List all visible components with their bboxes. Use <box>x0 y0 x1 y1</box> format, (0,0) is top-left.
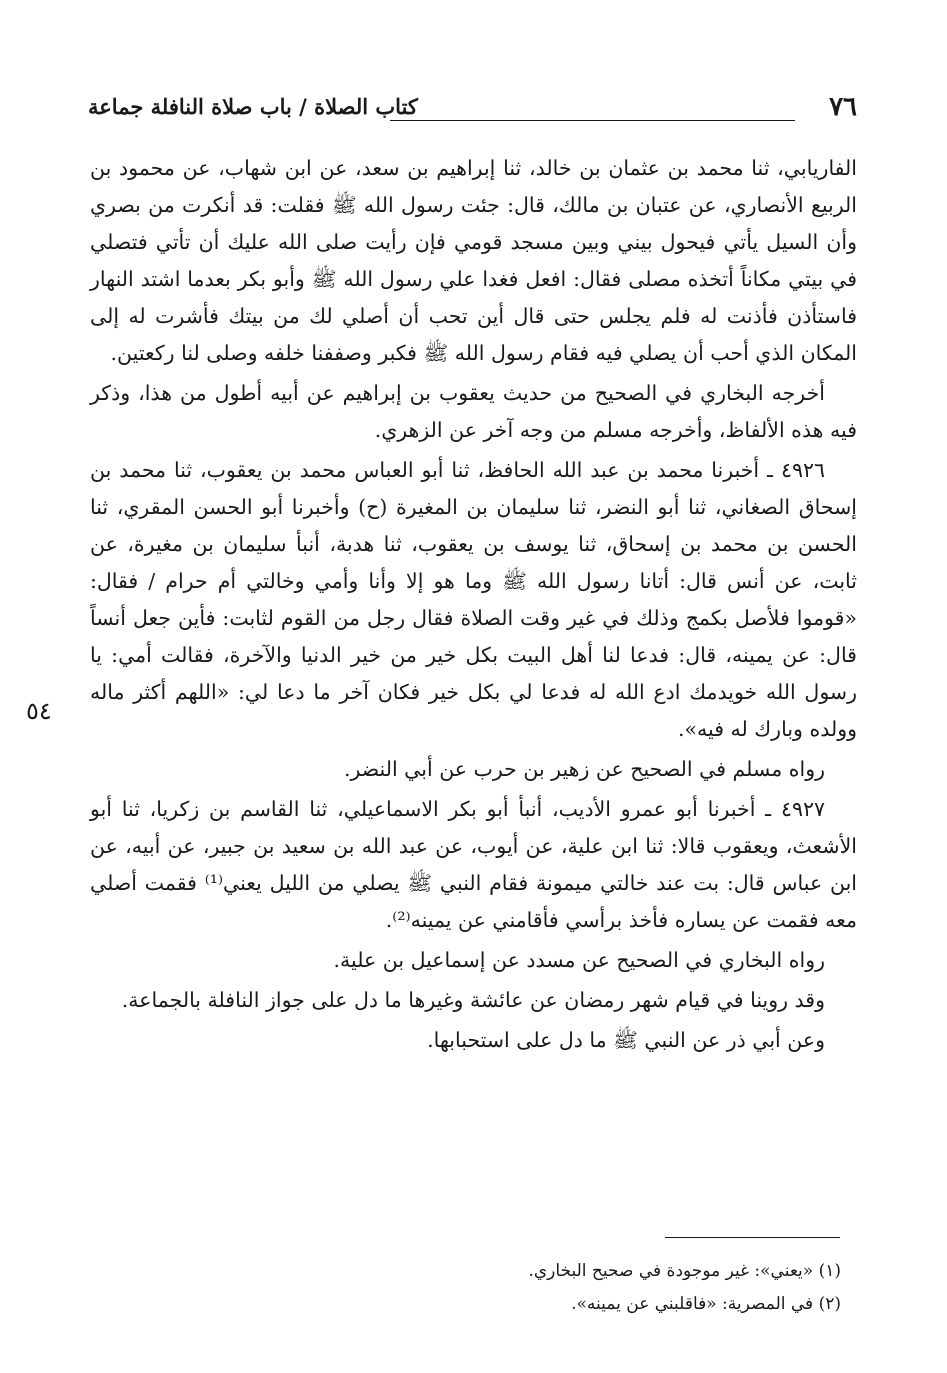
page-header <box>88 92 857 132</box>
footnote: (٢) في المصرية: «فاقلبني عن يمينه». <box>571 1294 841 1314</box>
header-rule <box>390 120 795 121</box>
footnote: (١) «يعني»: غير موجودة في صحيح البخاري. <box>528 1261 841 1281</box>
paragraph: وقد روينا في قيام شهر رمضان عن عائشة وغيرها ما دل على جواز النافلة بالجماعة. <box>121 988 825 1012</box>
body-text <box>90 150 857 1062</box>
footnotes <box>300 1255 841 1321</box>
manuscript-folio-marker: ٥٤ <box>26 697 52 725</box>
paragraph: وعن أبي ذر عن النبي ﷺ ما دل على استحبابها. <box>427 1028 825 1052</box>
hadith-4927: ٤٩٢٧ ـ أخبرنا أبو عمرو الأديب، أنبأ أبو بكر الاسماعيلي، ثنا القاسم بن زكريا، ثنا أبو الأشعث، ويعقوب قالا: ثنا ابن علية، عن أيوب، عن عبد الله بن سعيد بن جبير، عن أبيه، عن ابن عباس قال: بت عند خالتي ميمونة فقام النبي ﷺ يصلي من الليل يعني⁽¹⁾ فقمت أصلي معه فقمت عن يساره فأخذ برأسي فأقامني عن يمينه⁽²⁾. <box>90 797 857 932</box>
paragraph: أخرجه البخاري في الصحيح من حديث يعقوب بن إبراهيم عن أبيه أطول من هذا، وذكر فيه هذه الألفاظ، وأخرجه مسلم من وجه آخر عن الزهري. <box>90 381 857 442</box>
running-title: كتاب الصلاة / باب صلاة النافلة جماعة <box>88 94 418 119</box>
hadith-4926: ٤٩٢٦ ـ أخبرنا محمد بن عبد الله الحافظ، ثنا أبو العباس محمد بن يعقوب، ثنا محمد بن إسحاق الصغاني، ثنا أبو النضر، ثنا سليمان بن المغيرة (ح) وأخبرنا أبو الحسن المقري، ثنا الحسن بن محمد بن إسحاق، ثنا يوسف بن يعقوب، ثنا هدبة، أنبأ سليمان بن مغيرة، عن ثابت، عن أنس قال: أتانا رسول الله ﷺ وما هو إلا وأنا وأمي وخالتي أم حرام / فقال: «قوموا فلأصل بكمج وذلك في غير وقت الصلاة فقال رجل من القوم لثابت: فأين جعل أنساً قال: عن يمينه، قال: فدعا لنا أهل البيت بكل خير من خير الدنيا والآخرة، فقالت أمي: يا رسول الله خويدمك ادع الله له فدعا لي بكل خير فكان آخر ما دعا لي: «اللهم أكثر ماله وولده وبارك له فيه». <box>90 458 857 741</box>
paragraph: الفاريابي، ثنا محمد بن عثمان بن خالد، ثنا إبراهيم بن سعد، عن ابن شهاب، عن محمود بن الربيع الأنصاري، عن عتبان بن مالك، قال: جئت رسول الله ﷺ فقلت: قد أنكرت من بصري وأن السيل يأتي فيحول بيني وبين مسجد قومي فإن رأيت صلى الله عليك أن تأتي فتصلي في بيتي مكاناً أتخذه مصلى فقال: افعل فغدا علي رسول الله ﷺ وأبو بكر بعدما اشتد النهار فاستأذن فأذنت له فلم يجلس حتى قال أين تحب أن أصلي لك من بيتك فأشرت له إلى المكان الذي أحب أن يصلي فيه فقام رسول الله ﷺ فكبر وصففنا خلفه وصلى لنا ركعتين. <box>90 156 857 365</box>
paragraph: رواه مسلم في الصحيح عن زهير بن حرب عن أبي النضر. <box>343 757 825 781</box>
paragraph: رواه البخاري في الصحيح عن مسدد عن إسماعيل بن علية. <box>333 948 825 972</box>
footnote-rule <box>665 1237 840 1238</box>
page-number: ٧٦ <box>829 92 857 122</box>
